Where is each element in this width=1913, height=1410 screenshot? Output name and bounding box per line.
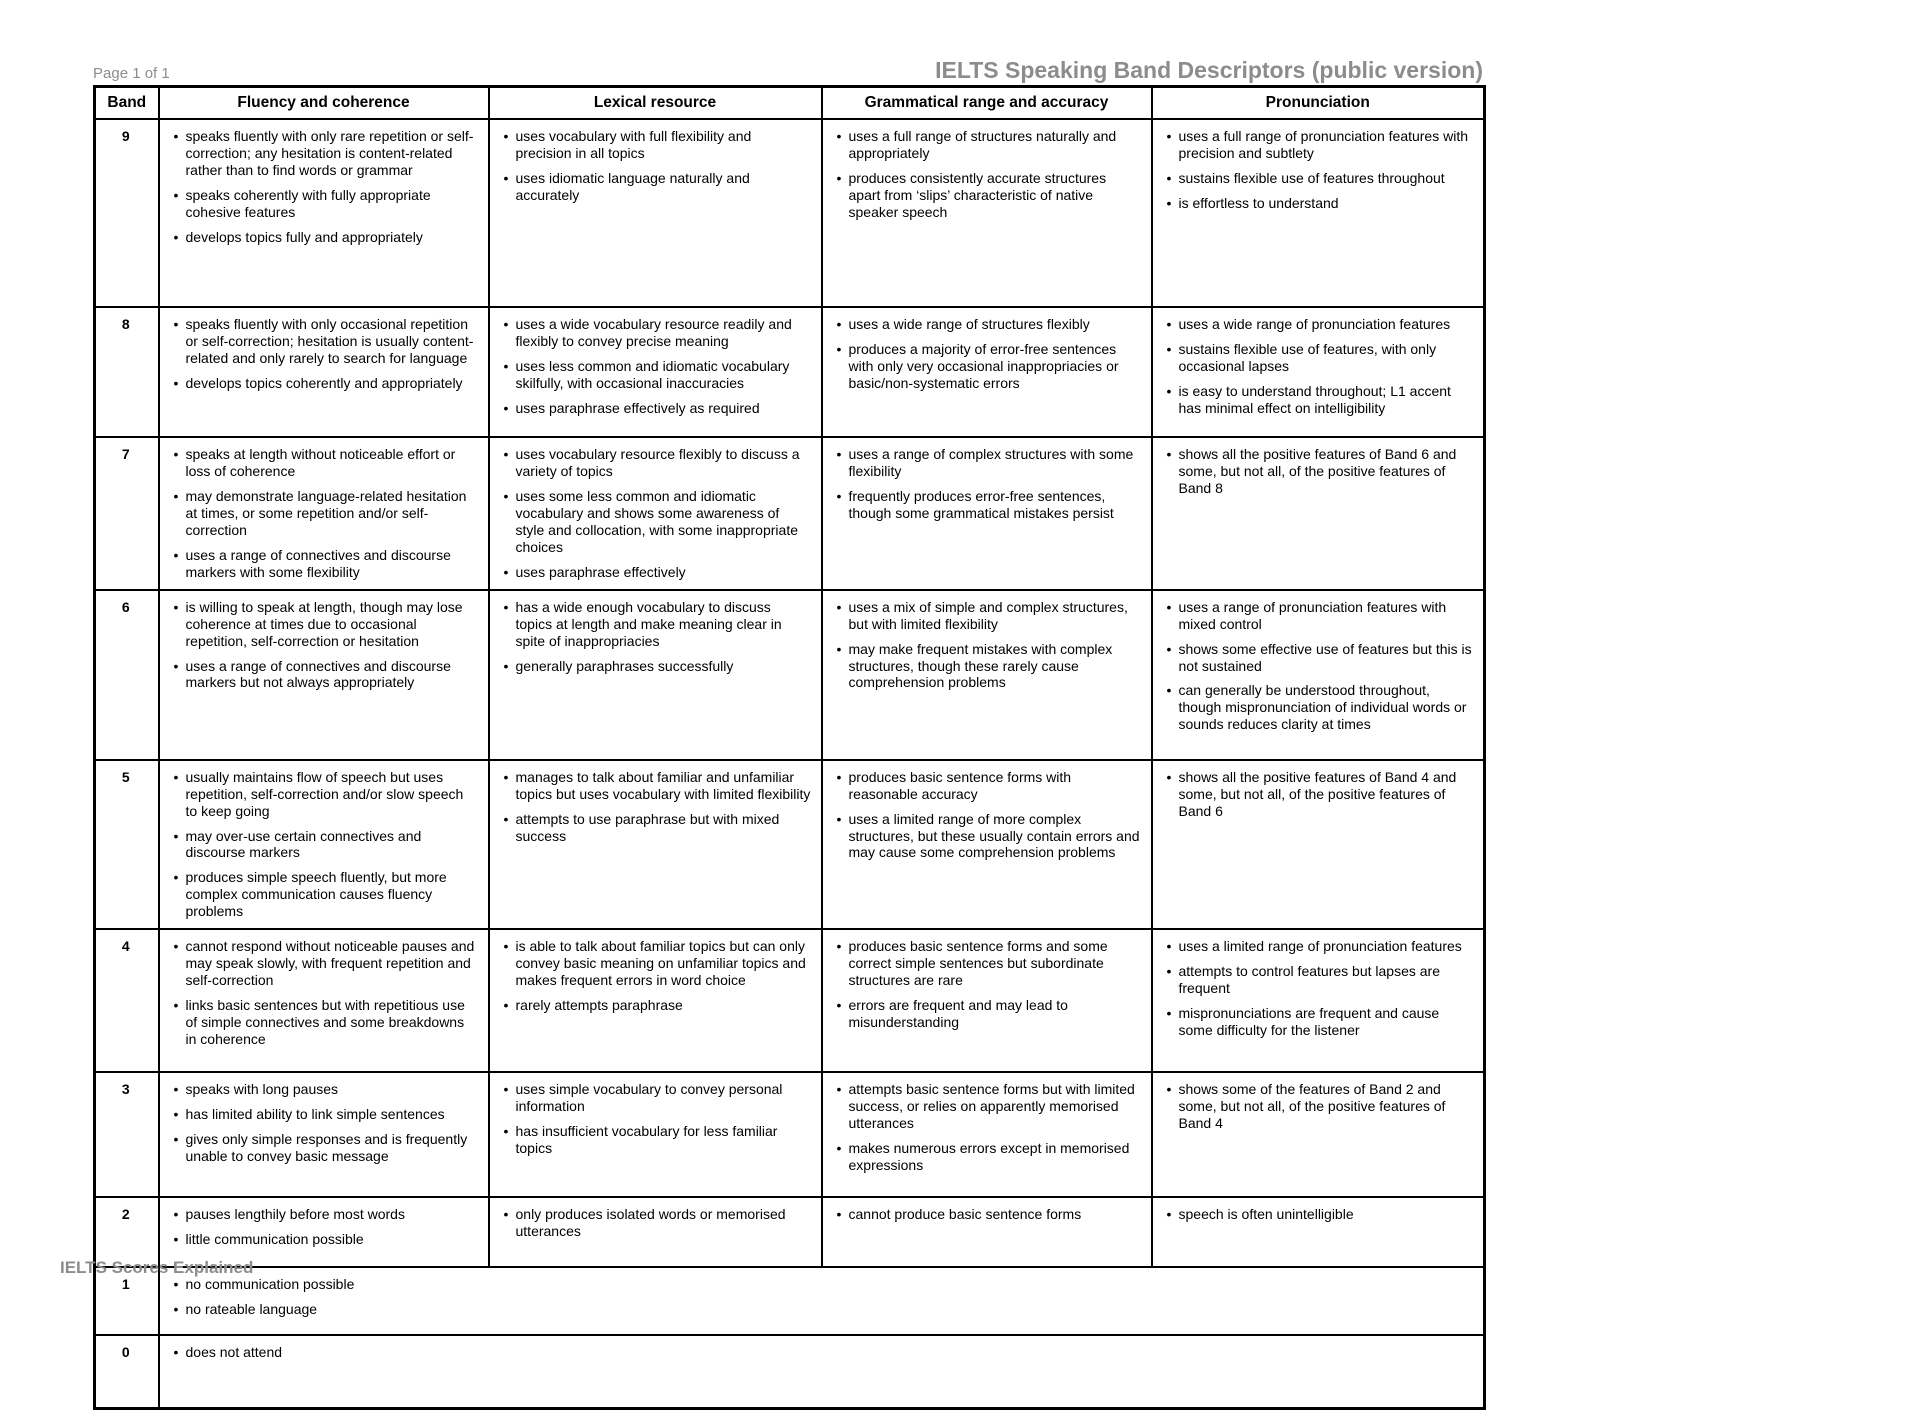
descriptor-item: [498, 488, 811, 556]
lexical-cell: [489, 590, 822, 760]
bullet-icon: •: [836, 446, 842, 463]
descriptor-item: [1161, 316, 1474, 333]
bullet-icon: •: [503, 170, 509, 187]
descriptor-text: little communication possible: [185, 1231, 364, 1248]
descriptor-text: is able to talk about familiar topics but can only convey basic meaning on unfamiliar topics and makes frequent errors in word choice: [515, 938, 806, 989]
descriptor-text: cannot respond without noticeable pauses and may speak slowly, with frequent repetition and self-correction: [185, 938, 475, 989]
descriptor-item: [498, 769, 811, 803]
descriptor-item: [498, 128, 811, 162]
bullet-icon: •: [1166, 446, 1172, 463]
bullet-icon: •: [503, 1206, 509, 1223]
descriptor-text: attempts to use paraphrase but with mixed success: [515, 810, 780, 844]
column-header: Lexical resource: [489, 87, 822, 120]
pronunciation-cell: [1152, 929, 1485, 1072]
descriptor-text: rarely attempts paraphrase: [515, 997, 683, 1014]
descriptor-text: develops topics fully and appropriately: [185, 228, 423, 245]
column-header: Pronunciation: [1152, 87, 1485, 120]
descriptor-item: [168, 658, 478, 692]
bullet-icon: •: [173, 997, 179, 1014]
bullet-icon: •: [836, 810, 842, 827]
bullet-icon: •: [173, 1206, 179, 1223]
bullet-icon: •: [1166, 1206, 1172, 1223]
descriptor-item: [831, 1206, 1141, 1223]
descriptor-item: [1161, 128, 1474, 162]
descriptor-text: may demonstrate language-related hesitation at times, or some repetition and/or self-correction: [185, 488, 467, 538]
descriptor-item: [498, 599, 811, 650]
document-title: IELTS Speaking Band Descriptors (public version): [935, 57, 1483, 83]
descriptor-item: [168, 128, 478, 179]
descriptor-text: pauses lengthily before most words: [185, 1206, 405, 1223]
descriptor-text: uses less common and idiomatic vocabulary skilfully, with occasional inaccuracies: [515, 358, 790, 391]
page-header: [93, 58, 1483, 82]
band-row: [95, 307, 1485, 437]
descriptor-text: errors are frequent and may lead to misunderstanding: [848, 997, 1068, 1030]
bullet-icon: •: [173, 488, 179, 505]
descriptor-item: [831, 488, 1141, 522]
descriptor-text: uses simple vocabulary to convey personal information: [515, 1081, 783, 1115]
descriptor-text: speech is often unintelligible: [1178, 1206, 1354, 1223]
descriptor-text: speaks fluently with only rare repetition or self-correction; any hesitation is content-related rather than to find words or grammar: [185, 128, 474, 179]
band-number: 7: [95, 437, 159, 590]
bullet-icon: •: [503, 810, 509, 827]
pronunciation-cell: [1152, 307, 1485, 437]
bullet-icon: •: [173, 1231, 179, 1248]
pronunciation-cell: [1152, 437, 1485, 590]
lexical-cell: [489, 1197, 822, 1267]
descriptor-text: uses idiomatic language naturally and accurately: [515, 170, 750, 203]
descriptor-text: shows some of the features of Band 2 and some, but not all, of the positive features of Band 4: [1178, 1081, 1446, 1132]
descriptor-text: makes numerous errors except in memorised expressions: [848, 1140, 1130, 1173]
descriptor-item: [498, 316, 811, 350]
band-number: 8: [95, 307, 159, 437]
descriptor-item: [1161, 1206, 1474, 1223]
descriptor-item: [168, 1276, 1474, 1293]
page-number-label: Page 1 of 1: [93, 64, 170, 82]
descriptor-item: [498, 564, 811, 581]
bullet-icon: •: [503, 938, 509, 955]
descriptor-item: [831, 446, 1141, 480]
descriptor-item: [168, 1106, 478, 1123]
descriptor-item: [498, 658, 811, 675]
bullet-icon: •: [503, 563, 509, 580]
column-header: Grammatical range and accuracy: [822, 87, 1152, 120]
descriptor-item: [831, 1081, 1141, 1132]
descriptor-item: [498, 997, 811, 1014]
bullet-icon: •: [1166, 768, 1172, 785]
grammar-cell: [822, 437, 1152, 590]
descriptor-item: [1161, 682, 1474, 733]
bullet-icon: •: [503, 488, 509, 505]
descriptor-item: [498, 811, 811, 845]
descriptor-text: produces a majority of error-free sentences with only very occasional inappropriacies or basic/non-systematic errors: [848, 341, 1119, 391]
lexical-cell: [489, 437, 822, 590]
band-number: 5: [95, 760, 159, 930]
descriptor-text: generally paraphrases successfully: [515, 657, 734, 674]
descriptor-text: develops topics coherently and appropriately: [185, 374, 463, 391]
descriptor-item: [168, 1231, 478, 1248]
band-row: [95, 760, 1485, 930]
bullet-icon: •: [1166, 170, 1172, 187]
descriptor-text: is effortless to understand: [1178, 194, 1339, 211]
grammar-cell: [822, 1072, 1152, 1197]
bullet-icon: •: [173, 1301, 179, 1318]
bullet-icon: •: [1166, 1005, 1172, 1022]
pronunciation-cell: [1152, 760, 1485, 930]
footer-text: IELTS Scores Explained: [60, 1258, 254, 1277]
descriptor-text: uses a range of connectives and discourse markers but not always appropriately: [185, 657, 451, 691]
bullet-icon: •: [836, 341, 842, 358]
descriptor-text: manages to talk about familiar and unfamiliar topics but uses vocabulary with limited flexibility: [515, 768, 811, 802]
full-width-descriptor-cell: [159, 1267, 1485, 1335]
bullet-icon: •: [173, 546, 179, 563]
band-row: [95, 590, 1485, 760]
bullet-icon: •: [1166, 640, 1172, 657]
descriptor-item: [498, 400, 811, 417]
bullet-icon: •: [173, 598, 179, 615]
column-header: Band: [95, 87, 159, 120]
descriptor-item: [168, 1206, 478, 1223]
descriptor-text: uses vocabulary resource flexibly to discuss a variety of topics: [515, 446, 800, 480]
descriptor-text: gives only simple responses and is frequently unable to convey basic message: [185, 1131, 468, 1165]
descriptor-item: [831, 341, 1141, 392]
descriptor-item: [168, 187, 478, 221]
descriptor-item: [168, 488, 478, 539]
descriptor-text: no communication possible: [185, 1276, 355, 1293]
descriptor-text: usually maintains flow of speech but uses repetition, self-correction and/or slow speech to keep going: [185, 768, 464, 819]
descriptor-text: shows some effective use of features but this is not sustained: [1178, 640, 1472, 674]
descriptor-text: has insufficient vocabulary for less familiar topics: [515, 1123, 778, 1157]
pronunciation-cell: [1152, 590, 1485, 760]
descriptor-item: [831, 938, 1141, 989]
lexical-cell: [489, 760, 822, 930]
grammar-cell: [822, 760, 1152, 930]
descriptor-item: [168, 1301, 1474, 1318]
descriptor-text: uses a range of connectives and discourse markers with some flexibility: [185, 546, 451, 580]
descriptor-item: [168, 599, 478, 650]
bullet-icon: •: [503, 657, 509, 674]
descriptor-item: [831, 1140, 1141, 1174]
fluency-cell: [159, 1197, 489, 1267]
band-number: 1: [95, 1267, 159, 1335]
descriptor-item: [1161, 170, 1474, 187]
band-row: [95, 1197, 1485, 1267]
descriptor-item: [1161, 383, 1474, 417]
bullet-icon: •: [1166, 128, 1172, 145]
bullet-icon: •: [503, 1123, 509, 1140]
descriptor-text: shows all the positive features of Band 6 and some, but not all, of the positive features of Band 8: [1178, 446, 1457, 497]
descriptor-text: produces simple speech fluently, but more complex communication causes fluency problems: [185, 869, 447, 920]
descriptor-text: produces basic sentence forms and some correct simple sentences but subordinate structures are rare: [848, 938, 1108, 989]
bullet-icon: •: [836, 1081, 842, 1098]
band-number: 9: [95, 119, 159, 307]
fluency-cell: [159, 760, 489, 930]
descriptor-item: [498, 358, 811, 392]
bullet-icon: •: [1166, 963, 1172, 980]
band-number: 3: [95, 1072, 159, 1197]
descriptor-item: [168, 869, 478, 920]
bullet-icon: •: [1166, 598, 1172, 615]
descriptor-item: [831, 641, 1141, 692]
grammar-cell: [822, 119, 1152, 307]
bullet-icon: •: [836, 598, 842, 615]
bullet-icon: •: [173, 228, 179, 245]
bullet-icon: •: [503, 358, 509, 375]
bullet-icon: •: [173, 1081, 179, 1098]
descriptor-text: has limited ability to link simple sentences: [185, 1106, 445, 1123]
descriptor-text: frequently produces error-free sentences, though some grammatical mistakes persist: [848, 488, 1114, 521]
descriptor-text: is easy to understand throughout; L1 accent has minimal effect on intelligibility: [1178, 382, 1451, 416]
descriptor-item: [168, 1131, 478, 1165]
bullet-icon: •: [173, 938, 179, 955]
descriptor-item: [831, 599, 1141, 633]
descriptor-text: uses a range of complex structures with some flexibility: [848, 446, 1134, 480]
descriptor-text: uses a wide range of pronunciation features: [1178, 316, 1451, 333]
bullet-icon: •: [1166, 382, 1172, 399]
fluency-cell: [159, 119, 489, 307]
band-number: 0: [95, 1335, 159, 1409]
band-number: 4: [95, 929, 159, 1072]
descriptor-item: [168, 1344, 1474, 1361]
descriptor-text: only produces isolated words or memorised utterances: [515, 1206, 786, 1240]
fluency-cell: [159, 929, 489, 1072]
descriptor-item: [498, 1081, 811, 1115]
descriptor-item: [168, 316, 478, 367]
descriptor-text: may make frequent mistakes with complex structures, though these rarely cause comprehension problems: [848, 640, 1113, 691]
bullet-icon: •: [173, 316, 179, 333]
pronunciation-cell: [1152, 1197, 1485, 1267]
bullet-icon: •: [173, 128, 179, 145]
pronunciation-cell: [1152, 1072, 1485, 1197]
grammar-cell: [822, 590, 1152, 760]
descriptor-item: [168, 938, 478, 989]
descriptor-item: [168, 446, 478, 480]
fluency-cell: [159, 437, 489, 590]
descriptor-item: [498, 1123, 811, 1157]
descriptor-text: speaks fluently with only occasional repetition or self-correction; hesitation is usually content-related and only rarely to search for language: [185, 316, 474, 367]
bullet-icon: •: [1166, 194, 1172, 211]
bullet-icon: •: [836, 316, 842, 333]
bullet-icon: •: [173, 446, 179, 463]
bullet-icon: •: [836, 640, 842, 657]
descriptor-item: [1161, 1005, 1474, 1039]
descriptor-item: [168, 1081, 478, 1098]
descriptor-text: produces basic sentence forms with reasonable accuracy: [848, 768, 1072, 802]
bullet-icon: •: [503, 316, 509, 333]
descriptor-text: uses a full range of pronunciation features with precision and subtlety: [1178, 128, 1469, 162]
descriptor-item: [168, 375, 478, 392]
descriptor-item: [1161, 938, 1474, 955]
bullet-icon: •: [1166, 1081, 1172, 1098]
band-row: [95, 1335, 1485, 1409]
descriptor-item: [831, 769, 1141, 803]
bullet-icon: •: [836, 488, 842, 505]
fluency-cell: [159, 1072, 489, 1197]
descriptor-text: uses a full range of structures naturally and appropriately: [848, 128, 1117, 162]
bullet-icon: •: [836, 170, 842, 187]
bullet-icon: •: [173, 827, 179, 844]
column-header: Fluency and coherence: [159, 87, 489, 120]
bullet-icon: •: [503, 446, 509, 463]
band-number: 6: [95, 590, 159, 760]
grammar-cell: [822, 1197, 1152, 1267]
descriptor-text: speaks coherently with fully appropriate cohesive features: [185, 186, 431, 220]
bullet-icon: •: [173, 374, 179, 391]
lexical-cell: [489, 929, 822, 1072]
bullet-icon: •: [173, 869, 179, 886]
descriptor-item: [498, 446, 811, 480]
band-descriptors-table: [93, 85, 1486, 1410]
descriptor-text: uses a limited range of more complex structures, but these usually contain errors and may cause some comprehension problems: [848, 810, 1140, 861]
descriptor-item: [831, 128, 1141, 162]
descriptor-text: uses some less common and idiomatic vocabulary and shows some awareness of style and collocation, with some inappropriate choices: [515, 488, 798, 555]
descriptor-text: no rateable language: [185, 1301, 318, 1318]
bullet-icon: •: [503, 1081, 509, 1098]
descriptor-item: [168, 769, 478, 820]
bullet-icon: •: [173, 657, 179, 674]
bullet-icon: •: [836, 1206, 842, 1223]
descriptor-item: [831, 997, 1141, 1031]
bullet-icon: •: [503, 128, 509, 145]
fluency-cell: [159, 307, 489, 437]
grammar-cell: [822, 307, 1152, 437]
descriptor-text: produces consistently accurate structures apart from ‘slips’ characteristic of native speaker speech: [848, 170, 1107, 220]
bullet-icon: •: [503, 997, 509, 1014]
bullet-icon: •: [836, 768, 842, 785]
descriptor-text: uses vocabulary with full flexibility and precision in all topics: [515, 128, 752, 162]
descriptor-text: shows all the positive features of Band 4 and some, but not all, of the positive features of Band 6: [1178, 768, 1457, 819]
bullet-icon: •: [173, 186, 179, 203]
descriptor-text: uses a limited range of pronunciation features: [1178, 938, 1462, 955]
bullet-icon: •: [836, 938, 842, 955]
full-width-descriptor-cell: [159, 1335, 1485, 1409]
bullet-icon: •: [836, 997, 842, 1014]
descriptor-item: [831, 811, 1141, 862]
descriptor-item: [1161, 446, 1474, 497]
bullet-icon: •: [1166, 316, 1172, 333]
fluency-cell: [159, 590, 489, 760]
band-row: [95, 929, 1485, 1072]
bullet-icon: •: [503, 768, 509, 785]
descriptor-text: uses paraphrase effectively: [515, 563, 686, 580]
descriptor-item: [1161, 769, 1474, 820]
descriptor-item: [498, 170, 811, 204]
band-row: [95, 1267, 1485, 1335]
bullet-icon: •: [173, 1344, 179, 1361]
bullet-icon: •: [836, 1140, 842, 1157]
bullet-icon: •: [173, 1106, 179, 1123]
table-header-row: [95, 87, 1485, 120]
descriptor-text: attempts basic sentence forms but with limited success, or relies on apparently memorised utterances: [848, 1081, 1135, 1132]
grammar-cell: [822, 929, 1152, 1072]
descriptor-item: [1161, 195, 1474, 212]
descriptor-text: uses a range of pronunciation features with mixed control: [1178, 598, 1447, 632]
descriptor-text: mispronunciations are frequent and cause some difficulty for the listener: [1178, 1005, 1440, 1038]
descriptor-text: uses a mix of simple and complex structures, but with limited flexibility: [848, 598, 1128, 632]
lexical-cell: [489, 307, 822, 437]
bullet-icon: •: [173, 1276, 179, 1293]
band-number: 2: [95, 1197, 159, 1267]
descriptor-text: does not attend: [185, 1344, 283, 1361]
bullet-icon: •: [503, 399, 509, 416]
document-content: [93, 58, 1483, 1410]
descriptor-text: attempts to control features but lapses are frequent: [1178, 963, 1440, 997]
descriptor-text: cannot produce basic sentence forms: [848, 1206, 1082, 1223]
descriptor-text: uses a wide range of structures flexibly: [848, 316, 1090, 333]
descriptor-item: [831, 316, 1141, 333]
descriptor-text: may over-use certain connectives and discourse markers: [185, 827, 422, 861]
descriptor-item: [168, 997, 478, 1048]
descriptor-item: [1161, 641, 1474, 675]
descriptor-item: [498, 938, 811, 989]
bullet-icon: •: [1166, 938, 1172, 955]
descriptor-text: is willing to speak at length, though may lose coherence at times due to occasional repetition, self-correction or hesitation: [185, 598, 463, 649]
bullet-icon: •: [503, 598, 509, 615]
descriptor-item: [1161, 341, 1474, 375]
bullet-icon: •: [1166, 682, 1172, 699]
descriptor-item: [1161, 963, 1474, 997]
descriptor-text: has a wide enough vocabulary to discuss topics at length and make meaning clear in spite of inappropriacies: [515, 598, 782, 649]
descriptor-text: speaks at length without noticeable effort or loss of coherence: [185, 446, 456, 480]
band-row: [95, 119, 1485, 307]
pronunciation-cell: [1152, 119, 1485, 307]
descriptor-text: sustains flexible use of features throughout: [1178, 170, 1445, 187]
bullet-icon: •: [173, 1131, 179, 1148]
descriptor-text: uses paraphrase effectively as required: [515, 399, 760, 416]
descriptor-text: sustains flexible use of features, with only occasional lapses: [1178, 341, 1437, 375]
lexical-cell: [489, 119, 822, 307]
descriptor-item: [1161, 1081, 1474, 1132]
band-row: [95, 437, 1485, 590]
bullet-icon: •: [1166, 341, 1172, 358]
descriptor-item: [168, 828, 478, 862]
bullet-icon: •: [173, 768, 179, 785]
descriptor-item: [1161, 599, 1474, 633]
descriptor-item: [498, 1206, 811, 1240]
descriptor-text: speaks with long pauses: [185, 1081, 339, 1098]
descriptor-item: [168, 229, 478, 246]
descriptor-text: can generally be understood throughout, though mispronunciation of individual words or sounds reduces clarity at times: [1178, 682, 1467, 733]
band-row: [95, 1072, 1485, 1197]
descriptor-text: links basic sentences but with repetitious use of simple connectives and some breakdowns in coherence: [185, 997, 465, 1047]
lexical-cell: [489, 1072, 822, 1197]
descriptor-item: [831, 170, 1141, 221]
descriptor-text: uses a wide vocabulary resource readily and flexibly to convey precise meaning: [515, 316, 792, 350]
descriptor-item: [168, 547, 478, 581]
bullet-icon: •: [836, 128, 842, 145]
